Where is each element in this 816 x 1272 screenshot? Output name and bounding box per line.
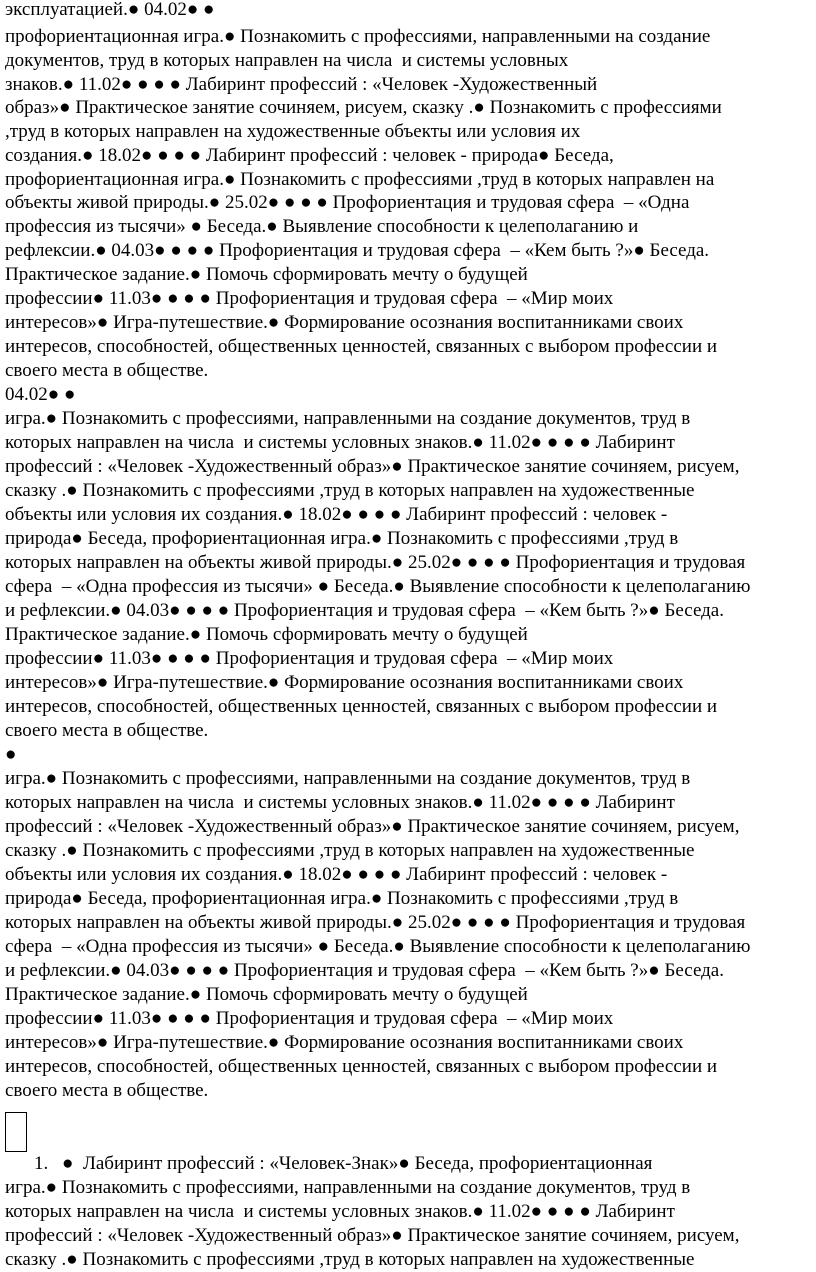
text-line: сказку .● Познакомить с профессиями ,труд в которых направлен на художественные	[5, 480, 695, 501]
text-line: сфера – «Одна профессия из тысячи» ● Беседа.● Выявление способности к целеполаганию	[5, 936, 751, 957]
text-line: природа● Беседа, профориентационная игра.● Познакомить с профессиями ,труд в	[5, 528, 679, 549]
text-line: интересов, способностей, общественных ценностей, связанных с выбором профессии и	[5, 1056, 718, 1077]
text-line: объекты или условия их создания.● 18.02● ● ● ● Лабиринт профессий : человек -	[5, 504, 668, 525]
text-line: профессии● 11.03● ● ● ● Профориентация и трудовая сфера – «Мир моих	[5, 288, 614, 309]
text-line: Практическое задание.● Помочь сформировать мечту о будущей	[5, 624, 528, 645]
text-line: профессии● 11.03● ● ● ● Профориентация и трудовая сфера – «Мир моих	[5, 648, 614, 669]
text-line: профессий : «Человек -Художественный образ»● Практическое занятие сочиняем, рисуем,	[5, 1225, 740, 1246]
text-line: знаков.● 11.02● ● ● ● Лабиринт профессий : «Человек -Художественный	[5, 74, 598, 95]
text-line: Практическое задание.● Помочь сформировать мечту о будущей	[5, 264, 528, 285]
text-line: создания.● 18.02● ● ● ● Лабиринт профессий : человек - природа● Беседа,	[5, 145, 614, 166]
text-line: которых направлен на числа и системы условных знаков.● 11.02● ● ● ● Лабиринт	[5, 432, 675, 453]
text-line: сказку .● Познакомить с профессиями ,труд в которых направлен на художественные	[5, 840, 695, 861]
text-line: интересов, способностей, общественных ценностей, связанных с выбором профессии и	[5, 336, 718, 357]
text-line: профессий : «Человек -Художественный образ»● Практическое занятие сочиняем, рисуем,	[5, 456, 740, 477]
text-line: природа● Беседа, профориентационная игра.● Познакомить с профессиями ,труд в	[5, 888, 679, 909]
text-line: профессий : «Человек -Художественный образ»● Практическое занятие сочиняем, рисуем,	[5, 816, 740, 837]
text-line: профориентационная игра.● Познакомить с профессиями, направленными на создание	[5, 26, 711, 47]
text-line: которых направлен на числа и системы условных знаков.● 11.02● ● ● ● Лабиринт	[5, 792, 675, 813]
text-line: интересов»● Игра-путешествие.● Формирование осознания воспитанниками своих	[5, 672, 684, 693]
text-line: своего места в обществе.	[5, 720, 209, 741]
text-line: документов, труд в которых направлен на числа и системы условных	[5, 50, 569, 71]
text-line: 04.02● ●	[5, 384, 76, 405]
text-line: ,труд в которых направлен на художественные объекты или условия их	[5, 121, 581, 142]
text-line: которых направлен на числа и системы условных знаков.● 11.02● ● ● ● Лабиринт	[5, 1201, 675, 1222]
text-line: игра.● Познакомить с профессиями, направленными на создание документов, труд в	[5, 408, 691, 429]
text-line: и рефлексии.● 04.03● ● ● ● Профориентация и трудовая сфера – «Кем быть ?»● Беседа.	[5, 960, 724, 981]
text-line: профориентационная игра.● Познакомить с профессиями ,труд в которых направлен на	[5, 169, 715, 190]
text-line: рефлексии.● 04.03● ● ● ● Профориентация и трудовая сфера – «Кем быть ?»● Беседа.	[5, 240, 710, 261]
text-line: сказку .● Познакомить с профессиями ,труд в которых направлен на художественные	[5, 1249, 695, 1270]
text-line: сфера – «Одна профессия из тысячи» ● Беседа.● Выявление способности к целеполаганию	[5, 576, 751, 597]
text-line: объекты или условия их создания.● 18.02● ● ● ● Лабиринт профессий : человек -	[5, 864, 668, 885]
text-line: интересов, способностей, общественных ценностей, связанных с выбором профессии и	[5, 696, 718, 717]
text-line: Практическое задание.● Помочь сформировать мечту о будущей	[5, 984, 528, 1005]
text-line: образ»● Практическое занятие сочиняем, рисуем, сказку .● Познакомить с профессиями	[5, 97, 722, 118]
text-line: профессии● 11.03● ● ● ● Профориентация и трудовая сфера – «Мир моих	[5, 1008, 614, 1029]
text-line: своего места в обществе.	[5, 1080, 209, 1101]
text-line: интересов»● Игра-путешествие.● Формирование осознания воспитанниками своих	[5, 1032, 684, 1053]
text-line: и рефлексии.● 04.03● ● ● ● Профориентация и трудовая сфера – «Кем быть ?»● Беседа.	[5, 600, 724, 621]
bullet-line: ●	[5, 744, 17, 765]
text-line: интересов»● Игра-путешествие.● Формирование осознания воспитанниками своих	[5, 312, 684, 333]
text-line: которых направлен на объекты живой природы.● 25.02● ● ● ● Профориентация и трудовая	[5, 912, 746, 933]
empty-box	[5, 1112, 27, 1152]
text-line: профессия из тысячи» ● Беседа.● Выявление способности к целеполаганию и	[5, 216, 639, 237]
list-number: 1.	[34, 1153, 49, 1174]
text-line: которых направлен на объекты живой природы.● 25.02● ● ● ● Профориентация и трудовая	[5, 552, 746, 573]
text-line: своего места в обществе.	[5, 360, 209, 381]
text-line: игра.● Познакомить с профессиями, направленными на создание документов, труд в	[5, 1177, 691, 1198]
text-line: игра.● Познакомить с профессиями, направленными на создание документов, труд в	[5, 768, 691, 789]
text-line: объекты живой природы.● 25.02● ● ● ● Профориентация и трудовая сфера – «Одна	[5, 192, 690, 213]
text-line: эксплуатацией.● 04.02● ●	[5, 0, 215, 20]
list-item-first-line: ● Лабиринт профессий : «Человек-Знак»● Беседа, профориентационная	[62, 1153, 653, 1174]
